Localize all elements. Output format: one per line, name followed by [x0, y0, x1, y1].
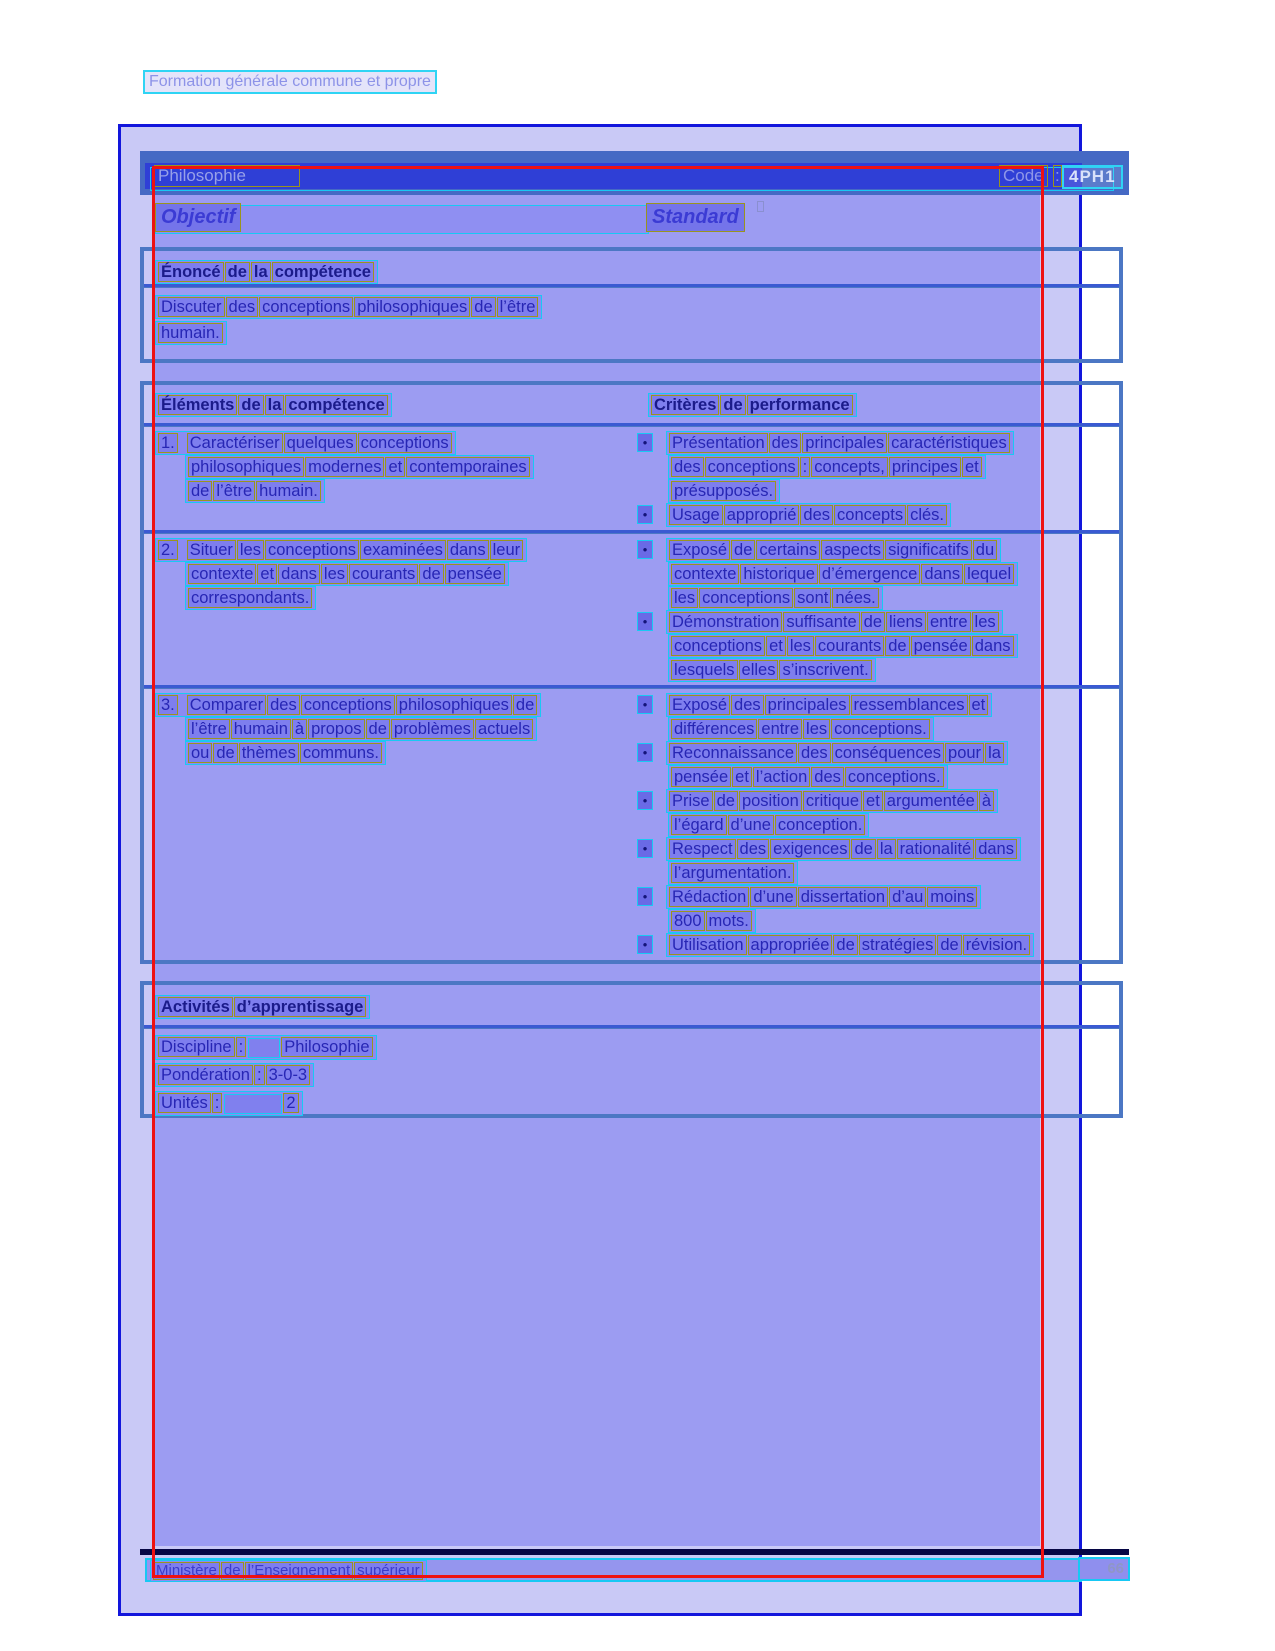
code-value: 4PH1: [1062, 165, 1123, 189]
bullet-icon: •: [637, 791, 653, 810]
column-title-standard: Standard: [646, 203, 745, 232]
elements-body: [144, 423, 1119, 960]
ocr-word: à: [292, 719, 307, 739]
ocr-word: critique: [803, 791, 862, 811]
ocr-line: [666, 837, 1021, 861]
ocr-word: 1.: [158, 433, 178, 453]
ocr-line: [155, 295, 542, 319]
ocr-word: Présentation: [669, 433, 768, 453]
ocr-word: Ministère: [153, 1562, 220, 1580]
ocr-line: [668, 861, 798, 885]
ocr-word: d’une: [750, 887, 796, 907]
ocr-word: de: [861, 612, 885, 632]
ocr-text-line: [155, 538, 637, 562]
ocr-line: [185, 455, 534, 479]
element-item: [144, 538, 637, 682]
bullet-icon: •: [637, 540, 653, 559]
ocr-line: [666, 741, 1008, 765]
ocr-word: entre: [927, 612, 971, 632]
competence-row: [144, 533, 1119, 685]
ocr-word: philosophiques: [188, 457, 304, 477]
ocr-word: conceptions: [259, 297, 353, 317]
ocr-text-line: [155, 717, 637, 741]
criteria-list: [637, 538, 1119, 682]
ocr-word: de: [720, 395, 745, 415]
ocr-word: la: [985, 743, 1004, 763]
ocr-line: [668, 658, 876, 682]
ocr-word: les: [803, 719, 830, 739]
ocr-word: actuels: [475, 719, 533, 739]
ocr-line: [668, 455, 986, 479]
ocr-word: de: [225, 262, 250, 282]
ocr-empty-box: [224, 1094, 282, 1114]
ocr-text-line: [637, 789, 1119, 813]
ocr-line: [668, 634, 1018, 658]
ocr-line: [666, 693, 992, 717]
ocr-word: s’inscrivent.: [779, 660, 871, 680]
footnote-mark: [757, 201, 764, 212]
bullet-icon: •: [637, 743, 653, 762]
ocr-word: sont: [794, 588, 831, 608]
ocr-text-line: [637, 610, 1119, 634]
ocr-line: [155, 995, 370, 1019]
ocr-word: 2: [283, 1093, 298, 1113]
ocr-word: Unités: [158, 1093, 211, 1113]
ocr-word: des: [226, 297, 259, 317]
ocr-text-line: [637, 634, 1119, 658]
ocr-text-line: [155, 295, 1119, 321]
bullet-icon: •: [637, 695, 653, 714]
code-label: Code: [999, 165, 1048, 187]
ocr-word: suffisante: [783, 612, 859, 632]
ocr-word: :: [236, 1037, 247, 1057]
ocr-text-line: [637, 933, 1119, 957]
ocr-word: Reconnaissance: [669, 743, 797, 763]
ocr-word: conséquences: [832, 743, 944, 763]
ocr-word: des: [800, 505, 833, 525]
code-colon: :: [1055, 166, 1060, 185]
element-item: [144, 431, 637, 527]
ocr-text-line: [637, 455, 1119, 479]
ocr-word: :: [212, 1093, 223, 1113]
ocr-word: courants: [815, 636, 884, 656]
ocr-word: et: [257, 564, 277, 584]
activites-title: [144, 985, 1119, 1025]
ocr-word: à: [979, 791, 994, 811]
ocr-line: [666, 933, 1034, 957]
activite-row-discipline: [155, 1035, 1119, 1063]
ocr-word: principales: [765, 695, 850, 715]
ocr-word: communs.: [300, 743, 382, 763]
ocr-text-line: [637, 717, 1119, 741]
ocr-word: conception.: [775, 815, 865, 835]
activites-table: [140, 981, 1123, 1118]
ocr-word: de: [885, 636, 909, 656]
ocr-word: conceptions: [358, 433, 452, 453]
ocr-word: Caractériser: [187, 433, 283, 453]
ocr-word: du: [973, 540, 997, 560]
ocr-word: 3-0-3: [266, 1065, 311, 1085]
ocr-word: de: [937, 935, 961, 955]
ocr-word: caractéristiques: [888, 433, 1010, 453]
ocr-text-line: [155, 479, 637, 503]
ocr-word: conceptions: [699, 588, 793, 608]
ocr-word: 2.: [158, 540, 178, 560]
ocr-word: Prise: [669, 791, 713, 811]
ocr-word: l’être: [497, 297, 539, 317]
ocr-word: lequel: [964, 564, 1014, 584]
ocr-text-line: [155, 693, 637, 717]
criteria-header: [648, 393, 857, 417]
ocr-word: :: [800, 457, 811, 477]
ocr-word: dans: [921, 564, 963, 584]
column-title-objectif: Objectif: [155, 203, 241, 232]
ocr-word: contexte: [188, 564, 256, 584]
ocr-word: concepts,: [811, 457, 888, 477]
ocr-word: de: [513, 695, 537, 715]
ocr-text-line: [637, 813, 1119, 837]
ocr-word: certains: [756, 540, 820, 560]
ocr-word: thèmes: [239, 743, 299, 763]
ocr-word: stratégies: [859, 935, 937, 955]
ocr-word: conceptions: [265, 540, 359, 560]
ocr-word: conceptions: [671, 636, 765, 656]
ocr-word: moins: [927, 887, 977, 907]
ocr-word: Critères: [651, 395, 719, 415]
ocr-text-line: [155, 562, 637, 586]
ocr-word: Démonstration: [669, 612, 782, 632]
ocr-word: de: [471, 297, 495, 317]
ocr-word: conceptions.: [845, 767, 944, 787]
ocr-word: philosophiques: [396, 695, 512, 715]
ocr-line: [155, 260, 378, 284]
ocr-line: [648, 393, 857, 417]
ocr-word: argumentée: [884, 791, 978, 811]
section-label: Formation générale commune et propre: [143, 70, 437, 94]
ocr-word: examinées: [360, 540, 446, 560]
ocr-word: humain.: [158, 323, 223, 343]
ocr-line: [185, 741, 386, 765]
ocr-word: et: [766, 636, 786, 656]
ocr-word: compétence: [285, 395, 387, 415]
ocr-text-line: [637, 909, 1119, 933]
activite-row-unités: [155, 1091, 1119, 1119]
criteria-list: [637, 431, 1119, 527]
ocr-word: la: [877, 839, 896, 859]
bullet-icon: •: [637, 839, 653, 858]
ocr-line: [668, 479, 780, 503]
ocr-word: de: [419, 564, 443, 584]
ocr-word: significatifs: [885, 540, 972, 560]
ocr-word: leur: [490, 540, 524, 560]
ocr-word: Exposé: [669, 540, 730, 560]
ocr-word: conceptions: [301, 695, 395, 715]
ocr-line: [155, 538, 527, 562]
ocr-word: principes: [889, 457, 961, 477]
ocr-word: aspects: [821, 540, 884, 560]
ocr-word: 3.: [158, 695, 178, 715]
ocr-word: conceptions.: [831, 719, 930, 739]
ocr-word: l’action: [753, 767, 810, 787]
ocr-line: [155, 393, 392, 417]
footer-rule: [140, 1549, 1129, 1555]
ocr-word: Situer: [187, 540, 236, 560]
footer-text: [145, 1558, 1082, 1582]
ocr-word: position: [739, 791, 802, 811]
ocr-text-line: [637, 885, 1119, 909]
ocr-word: et: [385, 457, 405, 477]
ocr-word: ressemblances: [851, 695, 968, 715]
ocr-line: [666, 538, 1001, 562]
ocr-word: humain: [231, 719, 291, 739]
ocr-line: [155, 321, 227, 345]
ocr-word: concepts: [834, 505, 906, 525]
ocr-text-line: [637, 693, 1119, 717]
ocr-word: de: [366, 719, 390, 739]
ocr-word: les: [237, 540, 264, 560]
ocr-word: nées.: [832, 588, 878, 608]
ocr-line: [668, 909, 756, 933]
ocr-text-line: [637, 765, 1119, 789]
ocr-word: Pondération: [158, 1065, 253, 1085]
ocr-word: Usage: [669, 505, 723, 525]
element-item: [144, 693, 637, 957]
ocr-word: courants: [349, 564, 418, 584]
ocr-word: Discuter: [158, 297, 225, 317]
ocr-word: liens: [886, 612, 926, 632]
ocr-word: de: [731, 540, 755, 560]
ocr-word: et: [863, 791, 883, 811]
bullet-icon: •: [637, 612, 653, 631]
ocr-word: dans: [447, 540, 489, 560]
ocr-text-line: [637, 658, 1119, 682]
ocr-word: de: [851, 839, 875, 859]
ocr-word: d’apprentissage: [234, 997, 367, 1017]
ocr-word: dans: [975, 839, 1017, 859]
ocr-word: des: [798, 743, 831, 763]
competence-row: [144, 688, 1119, 960]
ocr-text-line: [155, 431, 637, 455]
course-title: Philosophie: [154, 165, 300, 187]
ocr-text-line: [637, 586, 1119, 610]
ocr-word: appropriée: [748, 935, 833, 955]
ocr-word: des: [811, 767, 844, 787]
enonce-title: [144, 251, 1119, 284]
ocr-word: correspondants.: [188, 588, 312, 608]
ocr-word: des: [731, 695, 764, 715]
ocr-word: les: [671, 588, 698, 608]
ocr-word: approprié: [724, 505, 800, 525]
ocr-word: performance: [747, 395, 853, 415]
ocr-word: :: [254, 1065, 265, 1085]
ocr-text-line: [637, 503, 1119, 527]
ocr-word: elles: [739, 660, 779, 680]
ocr-line: [155, 1091, 303, 1116]
ocr-word: entre: [758, 719, 802, 739]
ocr-line: [185, 586, 316, 610]
ocr-word: des: [737, 839, 770, 859]
ocr-line: [666, 431, 1014, 455]
ocr-word: rationalité: [897, 839, 975, 859]
ocr-text-line: [637, 431, 1119, 455]
ocr-word: de: [238, 395, 263, 415]
ocr-empty-box: [248, 1038, 280, 1058]
ocr-line: [668, 765, 948, 789]
ocr-line: [666, 610, 1003, 634]
ocr-word: propos: [308, 719, 364, 739]
ocr-word: modernes: [305, 457, 384, 477]
elements-header-left: [155, 393, 392, 414]
ocr-word: lesquels: [671, 660, 738, 680]
ocr-word: Philosophie: [281, 1037, 372, 1057]
ocr-word: ou: [188, 743, 212, 763]
bullet-icon: •: [637, 887, 653, 906]
ocr-text-line: [155, 741, 637, 765]
ocr-line: [666, 885, 981, 909]
ocr-word: les: [787, 636, 814, 656]
ocr-word: les: [321, 564, 348, 584]
ocr-word: pensée: [445, 564, 505, 584]
header-bar: [140, 151, 1129, 195]
ocr-word: la: [265, 395, 285, 415]
ocr-word: et: [969, 695, 989, 715]
ocr-line: [666, 503, 951, 527]
enonce-table: [140, 247, 1123, 363]
ocr-text-line: [155, 455, 637, 479]
criteria-list: [637, 693, 1119, 957]
ocr-word: de: [833, 935, 857, 955]
ocr-text-line: [637, 538, 1119, 562]
ocr-text-line: [637, 562, 1119, 586]
ocr-text-line: [637, 741, 1119, 765]
ocr-text-line: [637, 837, 1119, 861]
ocr-line: [155, 1035, 377, 1060]
ocr-word: l’être: [213, 481, 255, 501]
ocr-line: [150, 1560, 427, 1582]
ocr-line: [668, 562, 1018, 586]
activites-body: [144, 1028, 1119, 1119]
ocr-line: [155, 693, 541, 717]
ocr-text-line: [637, 861, 1119, 885]
ocr-word: Activités: [158, 997, 233, 1017]
ocr-word: humain.: [256, 481, 321, 501]
activite-row-pondération: [155, 1063, 1119, 1091]
ocr-line: [185, 479, 325, 503]
ocr-word: les: [972, 612, 999, 632]
ocr-word: de: [213, 743, 237, 763]
ocr-text-line: [155, 321, 1119, 347]
ocr-word: Exposé: [669, 695, 730, 715]
ocr-word: dissertation: [798, 887, 888, 907]
ocr-word: historique: [740, 564, 818, 584]
ocr-word: dans: [278, 564, 320, 584]
ocr-text-line: [637, 479, 1119, 503]
ocr-word: mots.: [706, 911, 752, 931]
ocr-line: [185, 717, 537, 741]
ocr-word: Comparer: [187, 695, 266, 715]
ocr-word: et: [732, 767, 752, 787]
ocr-word: l’Enseignement: [245, 1562, 354, 1580]
ocr-word: de: [221, 1562, 244, 1580]
ocr-word: philosophiques: [354, 297, 470, 317]
ocr-word: d’au: [889, 887, 926, 907]
ocr-word: l’égard: [671, 815, 727, 835]
bullet-icon: •: [637, 433, 653, 452]
ocr-line: [668, 717, 934, 741]
ocr-word: des: [267, 695, 300, 715]
ocr-line: [185, 562, 509, 586]
elements-header-row: [144, 385, 1119, 423]
ocr-word: d’une: [728, 815, 774, 835]
ocr-word: supérieur: [354, 1562, 423, 1580]
elements-table: [140, 381, 1123, 964]
ocr-word: 800: [671, 911, 705, 931]
ocr-word: présupposés.: [671, 481, 776, 501]
ocr-line: [155, 431, 456, 455]
ocr-word: dans: [972, 636, 1014, 656]
ocr-word: pensée: [911, 636, 971, 656]
ocr-word: Discipline: [158, 1037, 235, 1057]
competence-row: [144, 426, 1119, 530]
bullet-icon: •: [637, 935, 653, 954]
ocr-word: compétence: [272, 262, 374, 282]
ocr-word: principales: [802, 433, 887, 453]
ocr-word: exigences: [770, 839, 850, 859]
ocr-word: clés.: [907, 505, 947, 525]
enonce-body: [144, 287, 1119, 347]
ocr-word: révision.: [963, 935, 1030, 955]
ocr-word: pour: [945, 743, 984, 763]
ocr-line: [155, 1063, 314, 1087]
ocr-word: Utilisation: [669, 935, 747, 955]
ocr-word: pensée: [671, 767, 731, 787]
ocr-line: [668, 586, 883, 610]
bullet-icon: •: [637, 505, 653, 524]
ocr-word: différences: [671, 719, 757, 739]
ocr-line: [666, 789, 998, 813]
ocr-word: contexte: [671, 564, 739, 584]
ocr-word: des: [671, 457, 704, 477]
ocr-word: d’émergence: [819, 564, 920, 584]
ocr-word: de: [188, 481, 212, 501]
ocr-text-line: [155, 586, 637, 610]
ocr-word: Rédaction: [669, 887, 749, 907]
ocr-word: conceptions: [705, 457, 799, 477]
ocr-word: problèmes: [391, 719, 474, 739]
ocr-word: Énoncé: [158, 262, 224, 282]
ocr-word: quelques: [284, 433, 357, 453]
ocr-word: des: [769, 433, 802, 453]
ocr-word: de: [714, 791, 738, 811]
ocr-word: l’être: [188, 719, 230, 739]
ocr-word: l’argumentation.: [671, 863, 794, 883]
ocr-word: contemporaines: [406, 457, 529, 477]
page-number: 66: [1078, 1557, 1130, 1581]
ocr-word: Éléments: [158, 395, 237, 415]
ocr-word: la: [251, 262, 271, 282]
ocr-word: Respect: [669, 839, 736, 859]
ocr-word: et: [962, 457, 982, 477]
ocr-line: [668, 813, 869, 837]
